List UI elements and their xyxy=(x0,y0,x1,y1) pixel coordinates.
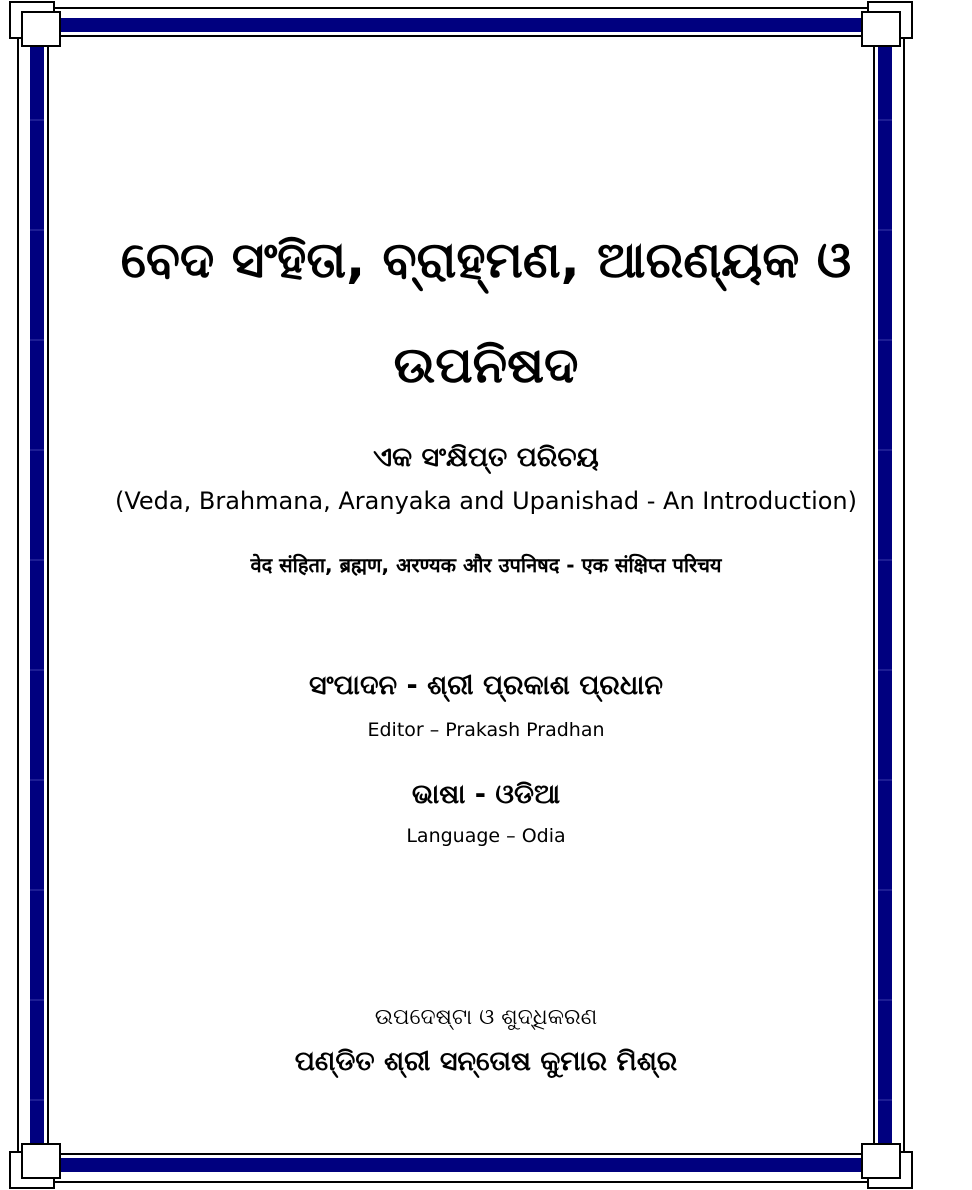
editor-credit-english: Editor – Prakash Pradhan xyxy=(367,719,605,741)
subtitle-odia: ଏକ ସଂକ୍ଷିପ୍ତ ପରିଚୟ xyxy=(373,442,599,473)
subtitle-hindi: वेद संहिता, ब्रह्मण, अरण्यक और उपनिषद - एक संक्षिप्त परिचय xyxy=(250,553,722,577)
editor-credit-odia: ସଂପାଦନ - ଶ୍ରୀ ପ୍ରକାଶ ପ୍ରଧାନ xyxy=(309,670,663,701)
language-label-english: Language – Odia xyxy=(406,825,566,847)
cover-page-content xyxy=(60,0,912,1190)
language-label-odia: ଭାଷା - ଓଡିଆ xyxy=(411,779,561,810)
subtitle-english: (Veda, Brahmana, Aranyaka and Upanishad - An Introduction) xyxy=(114,487,858,515)
border-blue-band-left xyxy=(30,18,44,1172)
advisor-name: ପଣ୍ଡିତ ଶ୍ରୀ ସନ୍ତୋଷ କୁମାର ମିଶ୍ର xyxy=(294,1046,678,1077)
book-title-line-2: ଉପନିଷଦ xyxy=(393,336,579,394)
book-title-line-1: ବେଦ ସଂହିତା, ବ୍ରାହ୍ମଣ, ଆରଣ୍ୟକ ଓ xyxy=(120,231,852,289)
advisor-label: ଉପଦେଷ୍ଟା ଓ ଶୁଦ୍ଧିକରଣ xyxy=(374,1005,598,1030)
